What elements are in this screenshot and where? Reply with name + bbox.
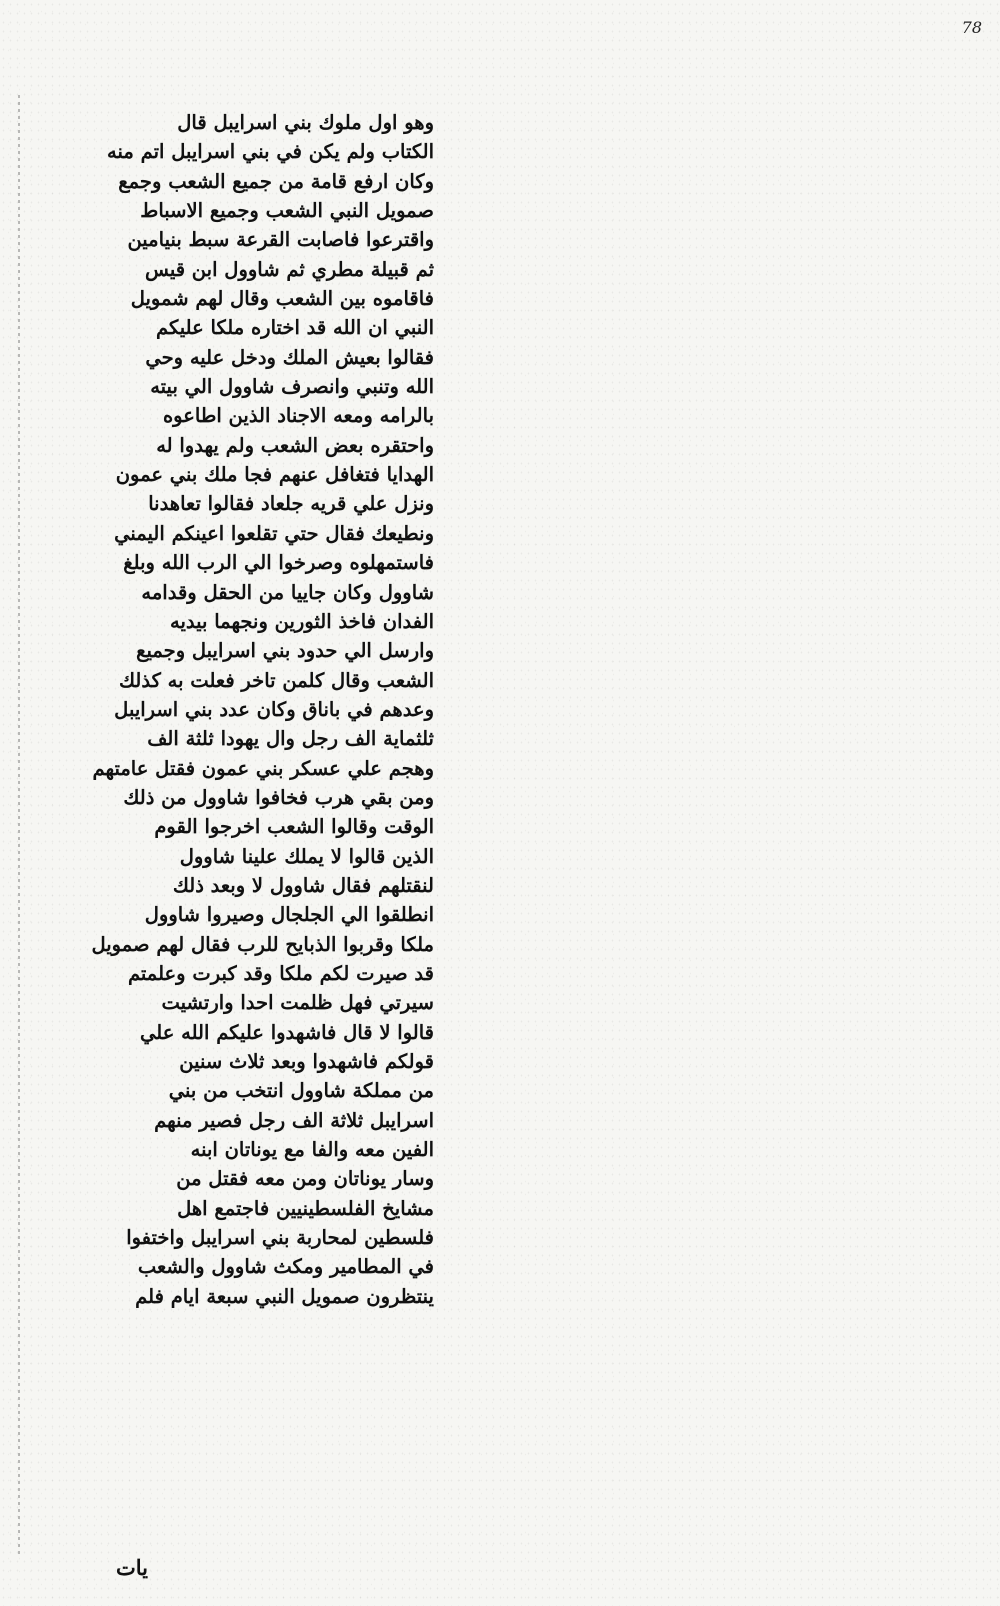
manuscript-line: ونطيعك فقال حتي تقلعوا اعينكم اليمني bbox=[114, 521, 434, 545]
manuscript-line: الشعب وقال كلمن تاخر فعلت به كذلك bbox=[118, 668, 434, 692]
manuscript-line: لنقتلهم فقال شاوول لا وبعد ذلك bbox=[172, 873, 434, 897]
manuscript-line: الفدان فاخذ الثورين ونجهما بيديه bbox=[170, 609, 434, 633]
manuscript-line: الكتاب ولم يكن في بني اسرايبل اتم منه bbox=[107, 140, 434, 164]
manuscript-line: انطلقوا الي الجلجال وصيروا شاوول bbox=[144, 903, 434, 927]
manuscript-line: قولكم فاشهدوا وبعد ثلاث سنين bbox=[179, 1050, 434, 1073]
manuscript-line: ومن بقي هرب فخافوا شاوول من ذلك bbox=[123, 785, 434, 809]
page-number: 78 bbox=[961, 18, 982, 37]
manuscript-line: بالرامه ومعه الاجناد الذين اطاعوه bbox=[162, 404, 434, 428]
manuscript-line: الوقت وقالوا الشعب اخرجوا القوم bbox=[154, 815, 434, 839]
manuscript-line: ثم قبيلة مطري ثم شاوول ابن قيس bbox=[144, 257, 434, 281]
manuscript-line: ملكا وقربوا الذبايح للرب فقال لهم صمويل bbox=[91, 932, 434, 956]
manuscript-line: سيرتي فهل ظلمت احدا وارتشيت bbox=[161, 991, 434, 1015]
manuscript-line: ينتظرون صمويل النبي سبعة ايام فلم bbox=[135, 1284, 434, 1308]
manuscript-line: ونزل علي قريه جلعاد فقالوا تعاهدنا bbox=[148, 492, 434, 516]
manuscript-line: واحتقره بعض الشعب ولم يهدوا له bbox=[156, 433, 434, 457]
manuscript-text-block bbox=[44, 108, 434, 1311]
manuscript-line: النبي ان الله قد اختاره ملكا عليكم bbox=[156, 316, 434, 340]
manuscript-line: وعدهم في باناق وكان عدد بني اسرايبل bbox=[114, 697, 434, 721]
manuscript-line: قالوا لا قال فاشهدوا عليكم الله علي bbox=[140, 1020, 434, 1044]
manuscript-line: وكان ارفع قامة من جميع الشعب وجمع bbox=[118, 169, 434, 193]
manuscript-line: وهجم علي عسكر بني عمون فقتل عامتهم bbox=[92, 756, 434, 780]
manuscript-line: في المطامير ومكث شاوول والشعب bbox=[137, 1255, 434, 1279]
manuscript-line: وهو اول ملوك بني اسرايبل قال bbox=[177, 111, 434, 134]
manuscript-line: وسار يوناتان ومن معه فقتل من bbox=[176, 1167, 434, 1191]
manuscript-line: الله وتنبي وانصرف شاوول الي بيته bbox=[150, 375, 434, 399]
manuscript-line: اسرايبل ثلاثة الف رجل فصير منهم bbox=[154, 1108, 434, 1132]
manuscript-line: شاوول وكان جاييا من الحقل وقدامه bbox=[141, 580, 434, 604]
manuscript-line: قد صيرت لكم ملكا وقد كبرت وعلمتم bbox=[127, 961, 434, 985]
manuscript-line: فقالوا بعيش الملك ودخل عليه وحي bbox=[145, 345, 434, 369]
manuscript-line: الذين قالوا لا يملك علينا شاوول bbox=[179, 844, 434, 868]
manuscript-line: وارسل الي حدود بني اسرايبل وجميع bbox=[136, 639, 434, 663]
manuscript-line: الفين معه والفا مع يوناتان ابنه bbox=[190, 1138, 434, 1162]
catchword: يات bbox=[116, 1555, 149, 1580]
manuscript-line: من مملكة شاوول انتخب من بني bbox=[168, 1079, 434, 1103]
manuscript-line: مشايخ الفلسطينيين فاجتمع اهل bbox=[177, 1196, 434, 1220]
manuscript-line: واقترعوا فاصابت القرعة سبط بنيامين bbox=[127, 228, 434, 252]
manuscript-line: فاقاموه بين الشعب وقال لهم شمويل bbox=[130, 287, 434, 311]
manuscript-line: فلسطين لمحاربة بني اسرايبل واختفوا bbox=[126, 1226, 434, 1250]
manuscript-line: الهدايا فتغافل عنهم فجا ملك بني عمون bbox=[115, 463, 434, 487]
manuscript-line: صمويل النبي الشعب وجميع الاسباط bbox=[140, 199, 434, 223]
margin-rule bbox=[18, 95, 20, 1555]
manuscript-line: فاستمهلوه وصرخوا الي الرب الله وبلغ bbox=[123, 551, 434, 575]
manuscript-line: ثلثماية الف رجل وال يهودا ثلثة الف bbox=[147, 727, 434, 751]
